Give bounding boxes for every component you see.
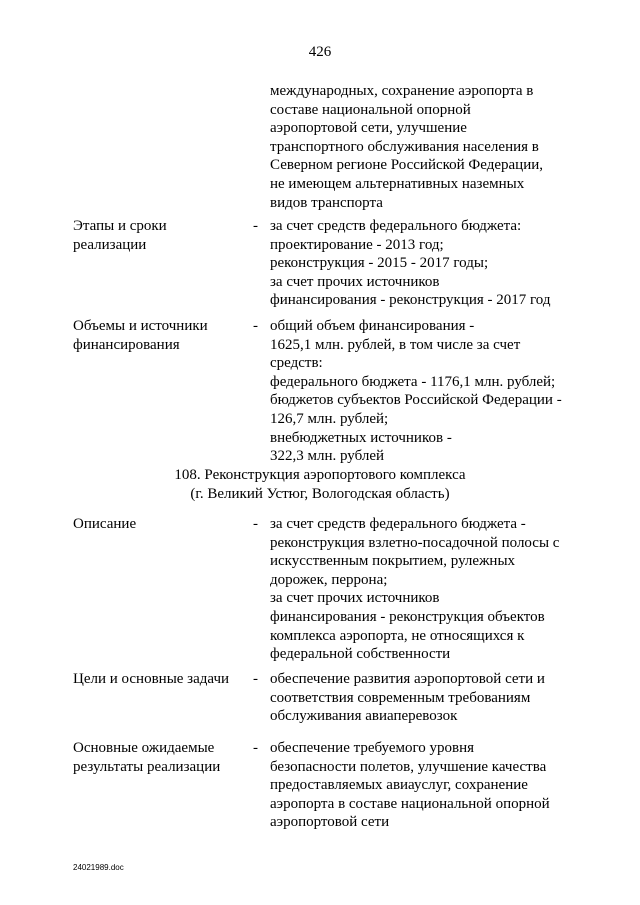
dash: -: [253, 318, 258, 334]
text-line: аэропортовой сети, улучшение: [270, 120, 467, 137]
text-line: реконструкция - 2015 - 2017 годы;: [270, 255, 489, 272]
text-line: международных, сохранение аэропорта в: [270, 83, 534, 99]
text-line: за счет прочих источников: [270, 590, 440, 607]
footer-filename: 24021989.doc: [73, 863, 124, 872]
text-line: комплекса аэропорта, не относящихся к: [270, 627, 525, 644]
text-line: внебюджетных источников -: [270, 429, 452, 446]
text-line: финансирования - реконструкция - 2017 год: [270, 292, 551, 309]
row-label-results: [73, 739, 220, 776]
text-line: общий объем финансирования -: [270, 318, 475, 334]
dash: -: [253, 516, 258, 532]
text-line: 1625,1 млн. рублей, в том числе за счет: [270, 336, 521, 353]
text-line: составе национальной опорной: [270, 101, 471, 118]
text-line: бюджетов субъектов Российской Федерации -: [270, 392, 562, 409]
row-label-stages: [73, 217, 167, 254]
label-line: Объемы и источники: [73, 318, 208, 334]
text-line: федеральной собственности: [270, 646, 451, 663]
text-line: не имеющем альтернативных наземных: [270, 175, 525, 192]
text-line: за счет средств федерального бюджета:: [270, 218, 522, 234]
dash: -: [253, 740, 258, 756]
label-line: финансирования: [73, 336, 180, 353]
text-line: аэропортовой сети: [270, 814, 390, 831]
text-line: финансирования - реконструкция объектов: [270, 608, 545, 625]
intro-text: [270, 82, 543, 212]
section-title: [0, 466, 640, 503]
dash: -: [253, 671, 258, 687]
text-line: реконструкция взлетно-посадочной полосы с: [270, 534, 560, 551]
section-title-line: 108. Реконструкция аэропортового комплекса: [174, 467, 466, 483]
text-line: аэропорта в составе национальной опорной: [270, 795, 550, 812]
text-line: транспортного обслуживания населения в: [270, 138, 539, 155]
text-line: Северном регионе Российской Федерации,: [270, 157, 544, 174]
row-content-goals: [270, 670, 545, 726]
row-content-stages: [270, 217, 551, 310]
text-line: средств:: [270, 355, 323, 372]
row-content-funding: [270, 317, 562, 466]
text-line: дорожек, перрона;: [270, 571, 388, 588]
label-line: Основные ожидаемые: [73, 740, 215, 756]
text-line: видов транспорта: [270, 194, 383, 211]
label-line: результаты реализации: [73, 758, 221, 775]
page-number: 426: [308, 44, 332, 60]
row-content-results: [270, 739, 550, 832]
text-line: 322,3 млн. рублей: [270, 448, 385, 465]
text-line: обслуживания авиаперевозок: [270, 708, 458, 725]
row-label-goals: [73, 670, 229, 689]
text-line: обеспечение требуемого уровня: [270, 740, 475, 756]
text-line: за счет прочих источников: [270, 273, 440, 290]
text-line: 126,7 млн. рублей;: [270, 410, 389, 427]
label-line: Этапы и сроки: [73, 218, 167, 234]
text-line: предоставляемых авиауслуг, сохранение: [270, 777, 528, 794]
label-line: Описание: [73, 516, 137, 532]
text-line: федерального бюджета - 1176,1 млн. рублей;: [270, 373, 556, 390]
label-line: Цели и основные задачи: [73, 671, 230, 687]
text-line: соответствия современным требованиям: [270, 689, 531, 706]
row-label-description: [73, 515, 136, 534]
text-line: безопасности полетов, улучшение качества: [270, 758, 547, 775]
row-content-description: [270, 515, 559, 664]
text-line: проектирование - 2013 год;: [270, 236, 444, 253]
text-line: за счет средств федерального бюджета -: [270, 516, 526, 532]
section-title-line: (г. Великий Устюг, Вологодская область): [190, 485, 450, 502]
dash: -: [253, 218, 258, 234]
row-label-funding: [73, 317, 208, 354]
text-line: обеспечение развития аэропортовой сети и: [270, 671, 545, 687]
text-line: искусственным покрытием, рулежных: [270, 553, 516, 570]
label-line: реализации: [73, 236, 147, 253]
